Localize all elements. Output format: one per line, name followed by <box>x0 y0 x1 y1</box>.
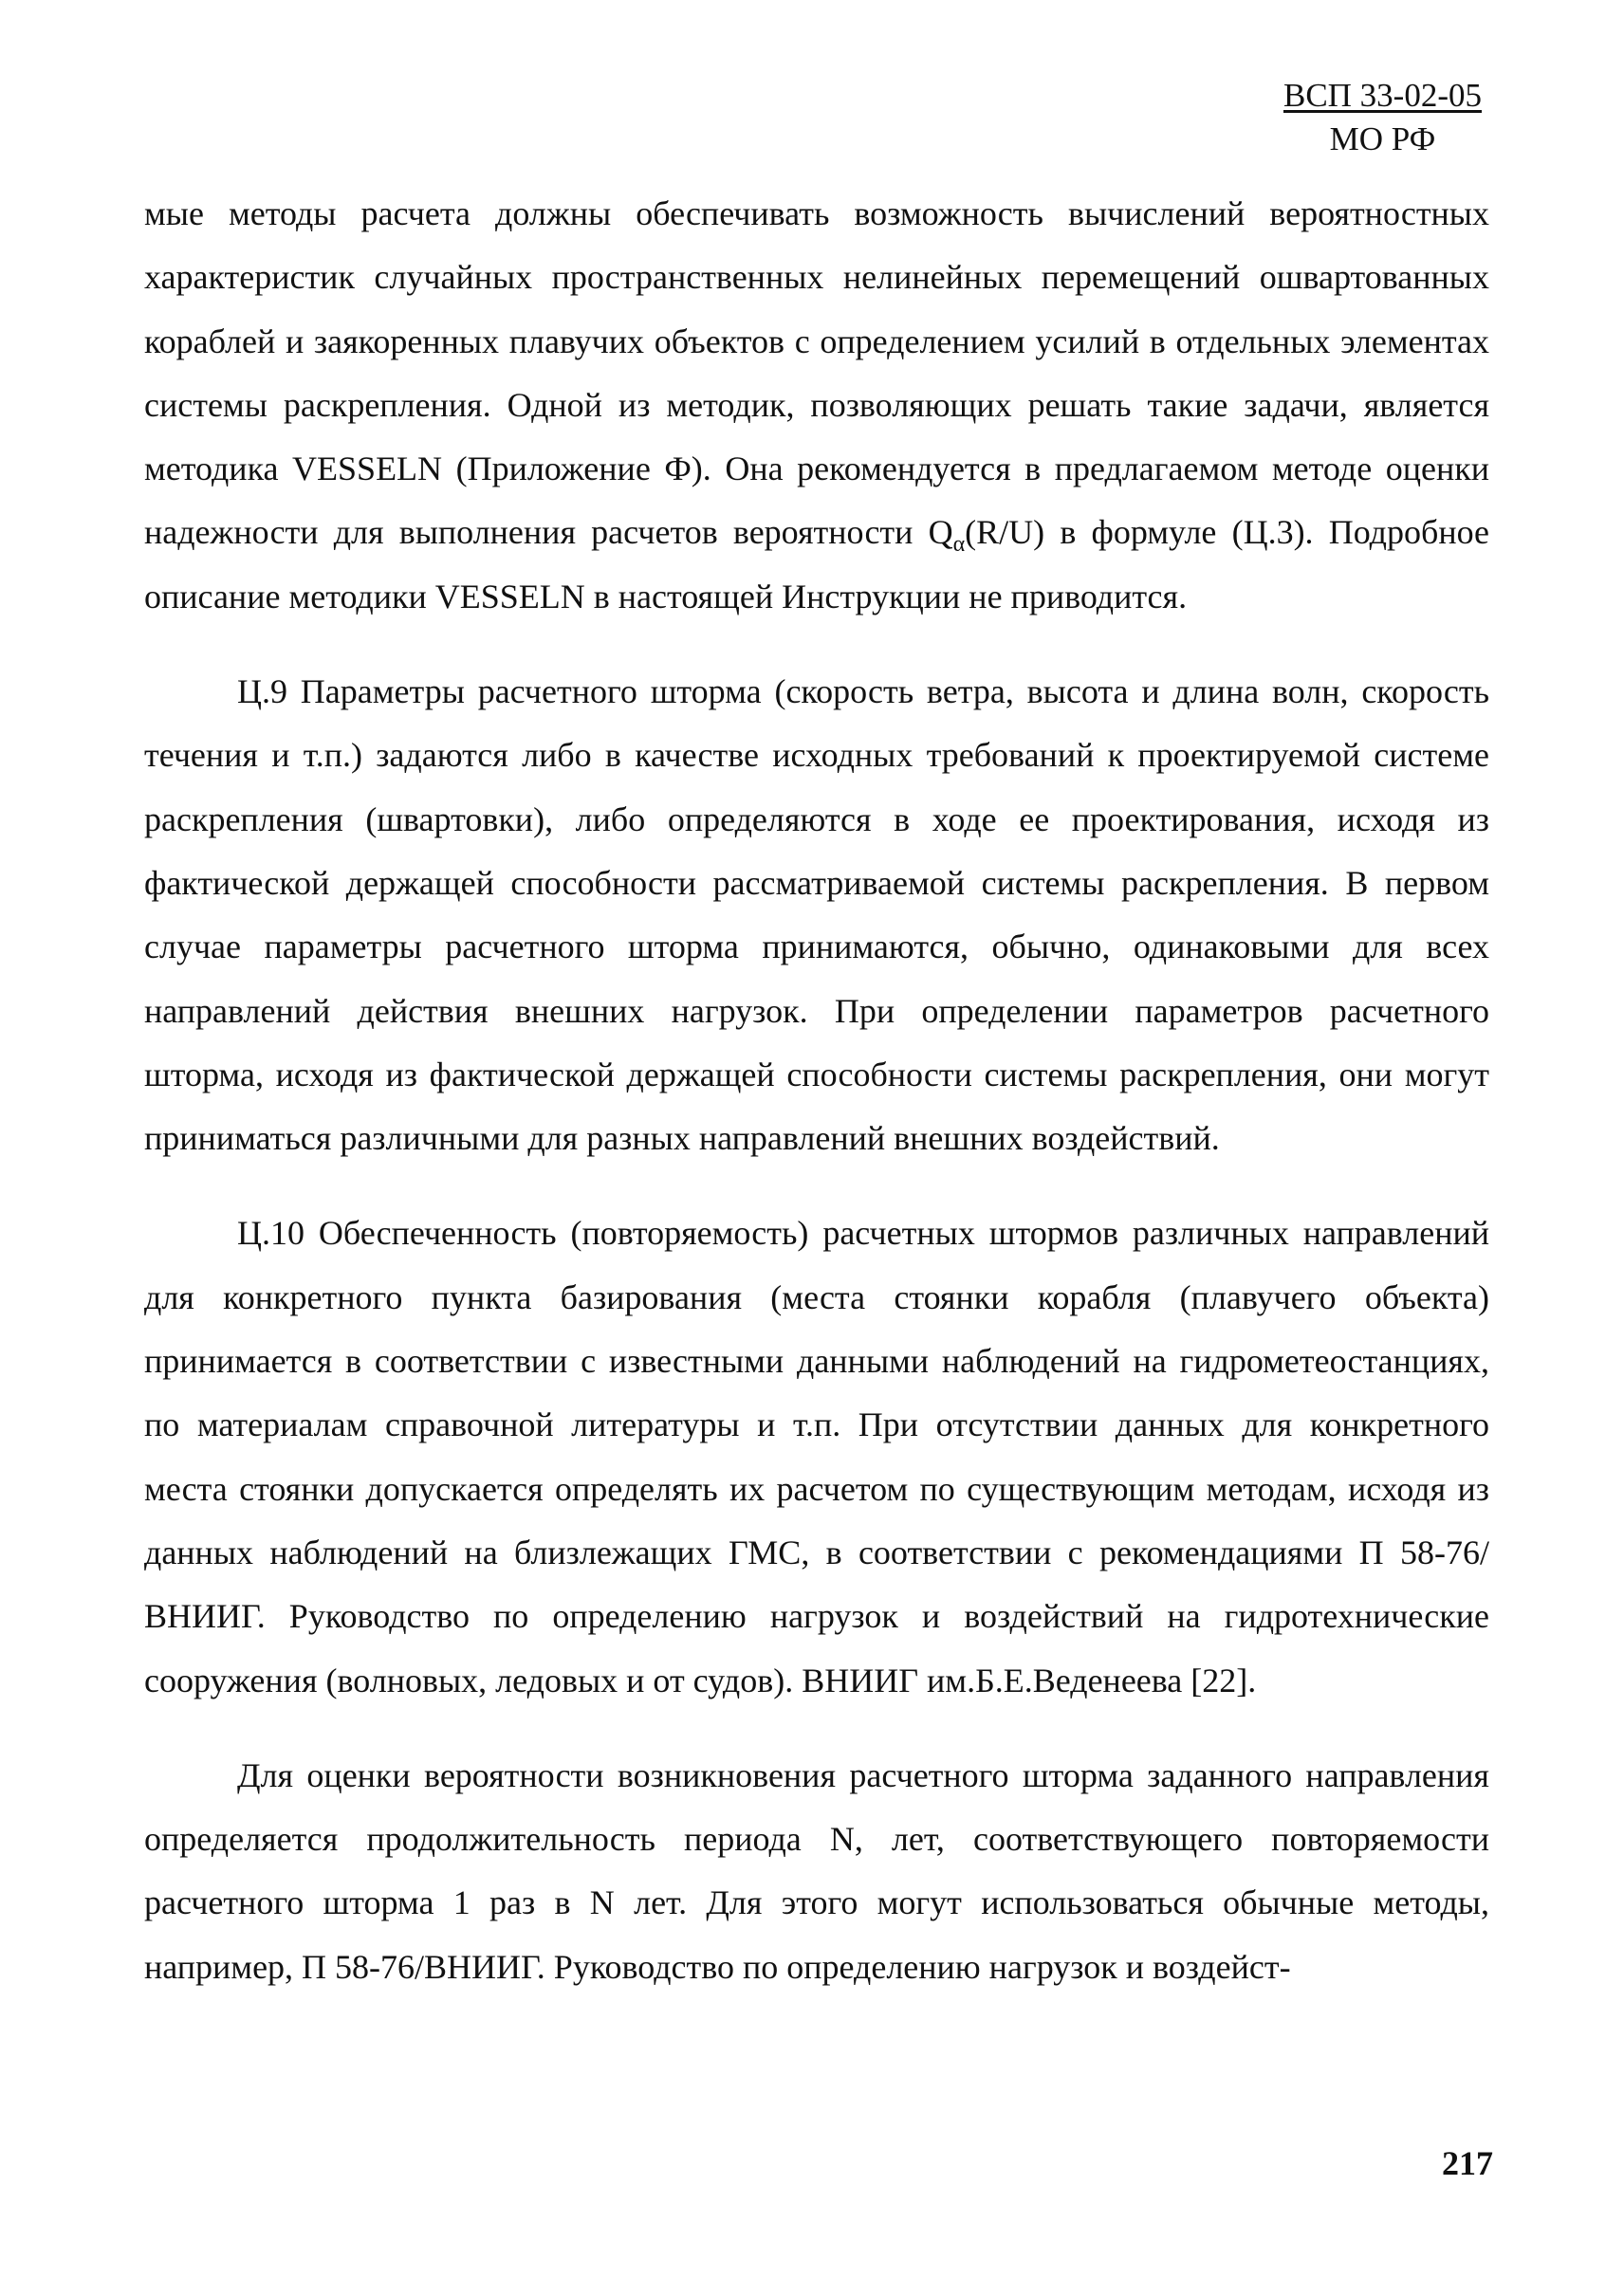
paragraph-c10: Ц.10 Обеспеченность (повторяемость) расчетных штормов различных направлений для конкретного пункта базирования (места стоянки корабля (плавучего объекта) принимается в соответствии с известными данными наблюдений на гидрометеостанциях, по материалам справочной литературы и т.п. При отсутствии данных для конкретного места стоянки допускается определять их расчетом по существующим методам, исходя из данных наблюдений на близлежащих ГМС, в соответствии с рекомендациями П 58-76/ВНИИГ. Руководство по определению нагрузок и воздействий на гидротехнические сооружения (волновых, ледовых и от судов). ВНИИГ им.Б.Е.Веденеева [22]. <box>144 1214 1489 1699</box>
document-header <box>1283 74 1482 161</box>
document-organization: МО РФ <box>1329 120 1436 157</box>
subscript-alpha: α <box>952 532 966 558</box>
paragraph-text: (R/U) в формуле (Ц.3). Подробное описание методики VESSELN в настоящей Инструкции не приводится. <box>144 513 1490 615</box>
paragraph-continuation <box>144 182 1489 629</box>
paragraph-storm-probability: Для оценки вероятности возникновения расчетного шторма заданного направления определяется продолжительность периода N, лет, соответствующего повторяемости расчетного шторма 1 раз в N лет. Для этого могут использоваться обычные методы, например, П 58-76/ВНИИГ. Руководство по определению нагрузок и воздейст- <box>144 1755 1489 1986</box>
paragraph-text: мые методы расчета должны обеспечивать возможность вычислений вероятностных характеристик случайных пространственных нелинейных перемещений ошвартованных кораблей и заякоренных плавучих объектов с определением усилий в отдельных элементах системы раскрепления. Одной из методик, позволяющих решать такие задачи, является методика VESSELN (Приложение Ф). Она рекомендуется в предлагаемом методе оценки надежности для выполнения расчетов вероятности Q <box>144 194 1489 552</box>
document-code: ВСП 33-02-05 <box>1283 77 1482 114</box>
paragraph-c9: Ц.9 Параметры расчетного шторма (скорость ветра, высота и длина волн, скорость течения и т.п.) задаются либо в качестве исходных требований к проектируемой системе раскрепления (швартовки), либо определяются в ходе ее проектирования, исходя из фактической держащей способности рассматриваемой системы раскрепления. В первом случае параметры расчетного шторма принимаются, обычно, одинаковыми для всех направлений действия внешних нагрузок. При определении параметров расчетного шторма, исходя из фактической держащей способности системы раскрепления, они могут приниматься различными для разных направлений внешних воздействий. <box>144 672 1489 1158</box>
page-number: 217 <box>1442 2144 1493 2182</box>
document-body <box>144 182 1489 1999</box>
